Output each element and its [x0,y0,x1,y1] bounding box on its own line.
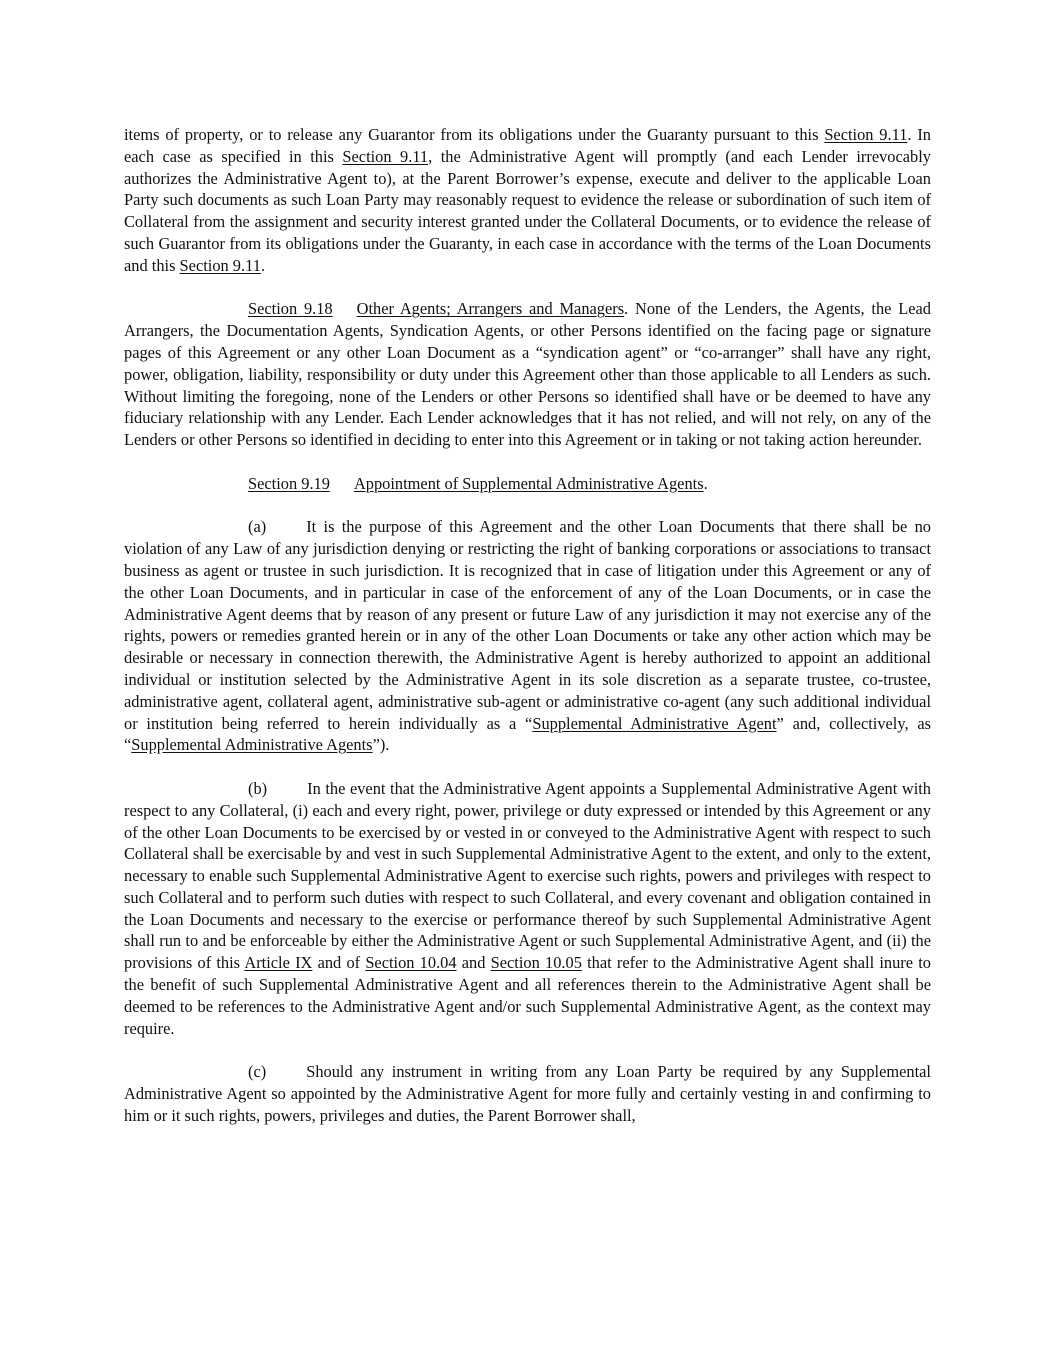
subsection-label: (b) [248,778,268,798]
section-9-19-heading [124,473,931,495]
section-title: Other Agents; Arrangers and Managers [356,299,625,319]
subsection-label: (c) [248,1062,267,1082]
text-run: ”). [372,735,390,755]
subsection-b-paragraph [124,778,931,1040]
subsection-label: (a) [248,517,267,537]
text-run: , the Administrative Agent will promptly (and each Lender irrevocably authorizes the Administrative Agent to), at the Parent Borrower’s expense, execute and deliver to the applicable Loan Party such documents as such Loan Party may reasonably request to evidence the release or subordination of such item of Collateral from the assignment and security interest granted under the Collateral Documents, or to evidence the release of such Guarantor from its obligations under the Guaranty, in each case in accordance with the terms of the Loan Documents and this [124,146,932,275]
subsection-a-paragraph [124,516,931,756]
text-run: and of [312,953,366,973]
text-run: items of property, or to release any Guarantor from its obligations under the Guaranty pursuant to this [124,125,825,144]
section-reference: Section 10.05 [490,953,582,973]
text-run: and [456,953,491,973]
section-body: . None of the Lenders, the Agents, the Lead Arrangers, the Documentation Agents, Syndication Agents, or other Persons identified on the facing page or signature pages of this Agreement or any other Loan Document as a “syndication agent” or “co-arranger” shall have any right, power, obligation, liability, responsibility or duty under this Agreement other than those applicable to all Lenders as such. Without limiting the foregoing, none of the Lenders or other Persons so identified shall have or be deemed to have any fiduciary relationship with any Lender. Each Lender acknowledges that it has not relied, and will not rely, on any of the Lenders or other Persons so identified in deciding to enter into this Agreement or in taking or not taking action hereunder. [124,299,931,450]
text-run: ” and, collectively, as “ [124,713,931,755]
text-run: . [703,473,708,493]
section-9-18-heading [248,299,624,318]
text-run: It is the purpose of this Agreement and the other Loan Documents that there shall be no violation of any Law of any jurisdiction denying or restricting the right of banking corporations or associations to transact business as agent or trustee in such jurisdiction. It is recognized that in case of litigation under this Agreement or any of the other Loan Documents, and in particular in case of the enforcement of any of the Loan Documents, or in case the Administrative Agent deems that by reason of any present or future Law of any jurisdiction it may not exercise any of the rights, powers or remedies granted herein or in any of the other Loan Documents or take any other action which may be desirable or necessary in connection therewith, the Administrative Agent is hereby authorized to appoint an additional individual or institution selected by the Administrative Agent in its sole discretion as a separate trustee, co-trustee, administrative agent, collateral agent, administrative sub-agent or administrative co-agent (any such additional individual or institution being referred to herein individually as a “ [124,517,931,733]
section-reference: Section 10.04 [365,953,457,973]
text-run: that refer to the Administrative Agent shall inure to the benefit of such Supplemental Administrative Agent and all references therein to the Administrative Agent shall be deemed to be references to the Administrative Agent and/or such Supplemental Administrative Agent, as the context may require. [124,953,931,1038]
defined-term: Supplemental Administrative Agents [131,735,373,755]
text-run: In the event that the Administrative Agent appoints a Supplemental Administrative Agent with respect to any Collateral, (i) each and every right, power, privilege or duty expressed or intended by this Agreement or any of the other Loan Documents to be exercised by or vested in or conveyed to the Administrative Agent with respect to such Collateral shall be exercisable by and vest in such Supplemental Administrative Agent to the extent, and only to the extent, necessary to enable such Supplemental Administrative Agent to exercise such rights, powers and privileges with respect to such Collateral and to perform such duties with respect to such Collateral, and every covenant and obligation contained in the Loan Documents and necessary to the exercise or performance thereof by such Supplemental Administrative Agent shall run to and be enforceable by either the Administrative Agent or such Supplemental Administrative Agent, and (ii) the provisions of this [124,778,931,973]
section-reference: Section 9.11 [179,255,261,275]
section-title: Appointment of Supplemental Administrative Agents [353,473,704,493]
defined-term: Supplemental Administrative Agent [532,713,777,733]
section-reference: Section 9.11 [824,125,908,144]
section-reference: Section 9.11 [342,146,429,166]
section-number: Section 9.19 [248,473,330,493]
text-run: . In each case as specified in this [124,125,931,166]
paragraph-section-9-11-continuation [124,124,931,277]
section-number: Section 9.18 [248,299,333,319]
subsection-c-paragraph [124,1061,931,1126]
section-9-18-paragraph [124,298,931,451]
text-run: Should any instrument in writing from any Loan Party be required by any Supplemental Administrative Agent so appointed by the Administrative Agent for more fully and certainly vesting in and confirming to him or it such rights, powers, privileges and duties, the Parent Borrower shall, [124,1062,931,1125]
text-run: . [260,255,265,275]
article-reference: Article IX [244,953,313,973]
